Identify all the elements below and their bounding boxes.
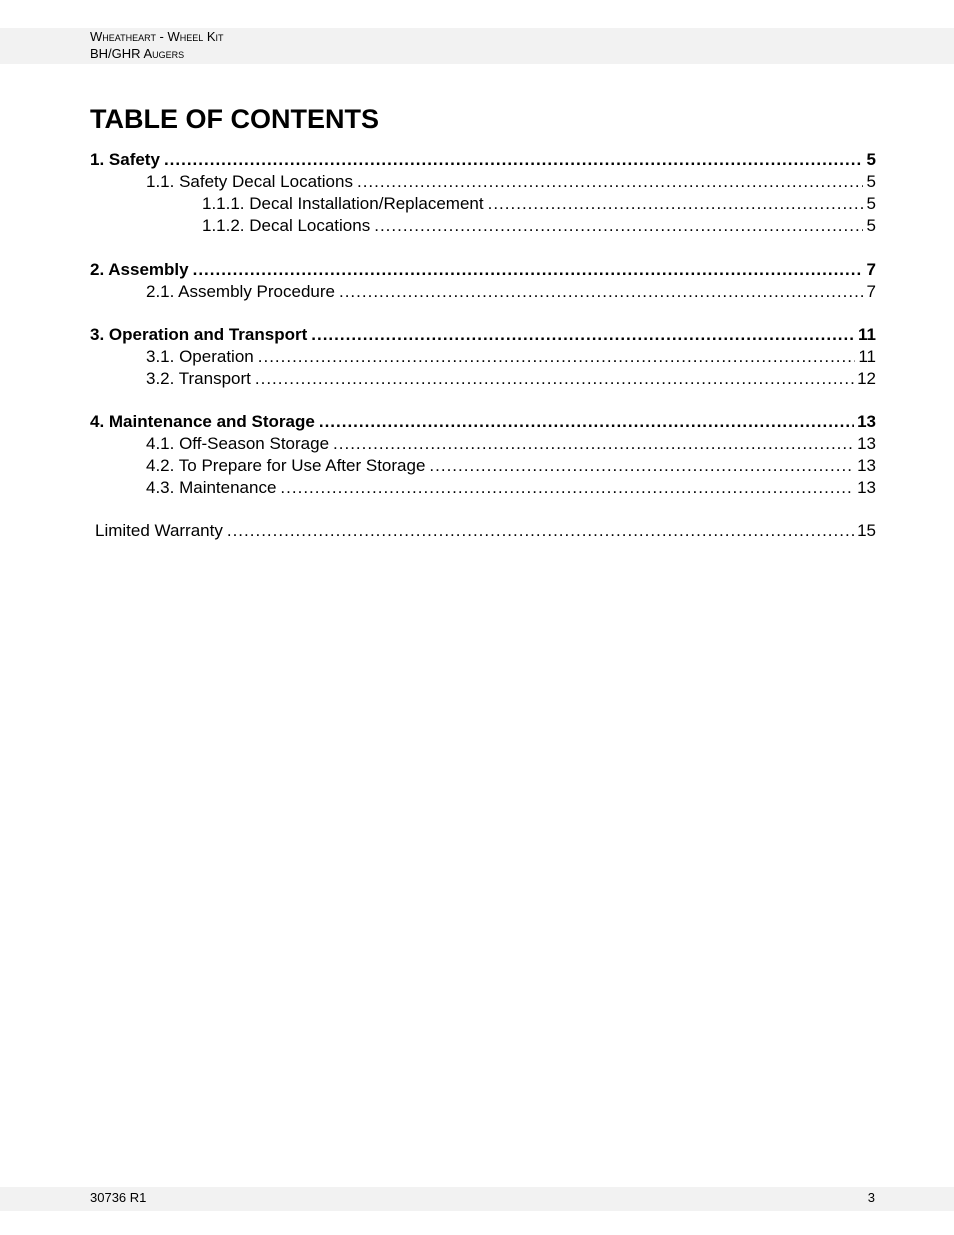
- toc-dot-leader: [164, 149, 863, 171]
- toc-entry-page: 5: [866, 194, 876, 213]
- toc-entry[interactable]: [146, 477, 876, 499]
- toc-entry-label: 4.3. Maintenance: [146, 478, 277, 497]
- toc-dot-leader: [255, 368, 854, 390]
- toc-entry[interactable]: [202, 215, 876, 237]
- toc-entry[interactable]: [90, 411, 876, 433]
- toc-dot-leader: [374, 215, 863, 237]
- toc-entry[interactable]: [90, 149, 876, 171]
- toc-entry-label: 3.1. Operation: [146, 347, 254, 366]
- toc-entry[interactable]: [95, 520, 876, 542]
- header-title: Wheatheart - Wheel Kit: [90, 29, 224, 44]
- toc-entry-label: 3.2. Transport: [146, 369, 251, 388]
- toc-entry[interactable]: [90, 259, 876, 281]
- toc-dot-leader: [280, 477, 854, 499]
- toc-entry[interactable]: [146, 368, 876, 390]
- toc-dot-leader: [488, 193, 863, 215]
- toc-entry-label: Limited Warranty: [95, 521, 223, 540]
- toc-dot-leader: [357, 171, 863, 193]
- toc-entry[interactable]: [202, 193, 876, 215]
- toc-entry-page: 13: [857, 478, 876, 497]
- toc-entry-label: 4.2. To Prepare for Use After Storage: [146, 456, 426, 475]
- toc-entry-label: 3. Operation and Transport: [90, 325, 308, 344]
- toc-dot-leader: [319, 411, 854, 433]
- toc-entry-label: 1.1.1. Decal Installation/Replacement: [202, 194, 484, 213]
- toc-entry-page: 12: [857, 369, 876, 388]
- toc-entry-page: 7: [866, 282, 876, 301]
- page-title: TABLE OF CONTENTS: [90, 104, 379, 134]
- toc-entry-label: 4.1. Off-Season Storage: [146, 434, 330, 453]
- toc-entry-label: 2. Assembly: [90, 260, 189, 279]
- header-subtitle: BH/GHR Augers: [90, 46, 185, 61]
- toc-entry-label: 2.1. Assembly Procedure: [146, 282, 335, 301]
- toc-dot-leader: [333, 433, 854, 455]
- toc-entry-page: 5: [866, 216, 876, 235]
- toc-entry-page: 11: [858, 325, 876, 344]
- toc-entry-page: 5: [866, 172, 876, 191]
- toc-entry-label: 1.1.2. Decal Locations: [202, 216, 371, 235]
- toc-entry-page: 13: [857, 412, 876, 431]
- toc-entry-page: 11: [858, 347, 876, 366]
- toc-entry-page: 13: [857, 434, 876, 453]
- toc-entry[interactable]: [146, 281, 876, 303]
- toc-entry[interactable]: [146, 346, 876, 368]
- toc-dot-leader: [311, 324, 855, 346]
- toc-entry-label: 1. Safety: [90, 150, 160, 169]
- document-number: 30736 R1: [90, 1190, 147, 1205]
- toc-entry-page: 13: [857, 456, 876, 475]
- toc-entry-page: 5: [866, 150, 876, 169]
- toc-entry[interactable]: [146, 455, 876, 477]
- toc-dot-leader: [227, 520, 854, 542]
- toc-dot-leader: [339, 281, 863, 303]
- toc-dot-leader: [193, 259, 863, 281]
- toc-entry[interactable]: [146, 171, 876, 193]
- toc-entry-label: 1.1. Safety Decal Locations: [146, 172, 353, 191]
- toc-dot-leader: [258, 346, 856, 368]
- toc-entry[interactable]: [146, 433, 876, 455]
- toc-entry-label: 4. Maintenance and Storage: [90, 412, 315, 431]
- toc-dot-leader: [429, 455, 854, 477]
- toc-entry-page: 7: [866, 260, 876, 279]
- toc-entry-page: 15: [857, 521, 876, 540]
- toc-entry[interactable]: [90, 324, 876, 346]
- page-number: 3: [867, 1190, 875, 1205]
